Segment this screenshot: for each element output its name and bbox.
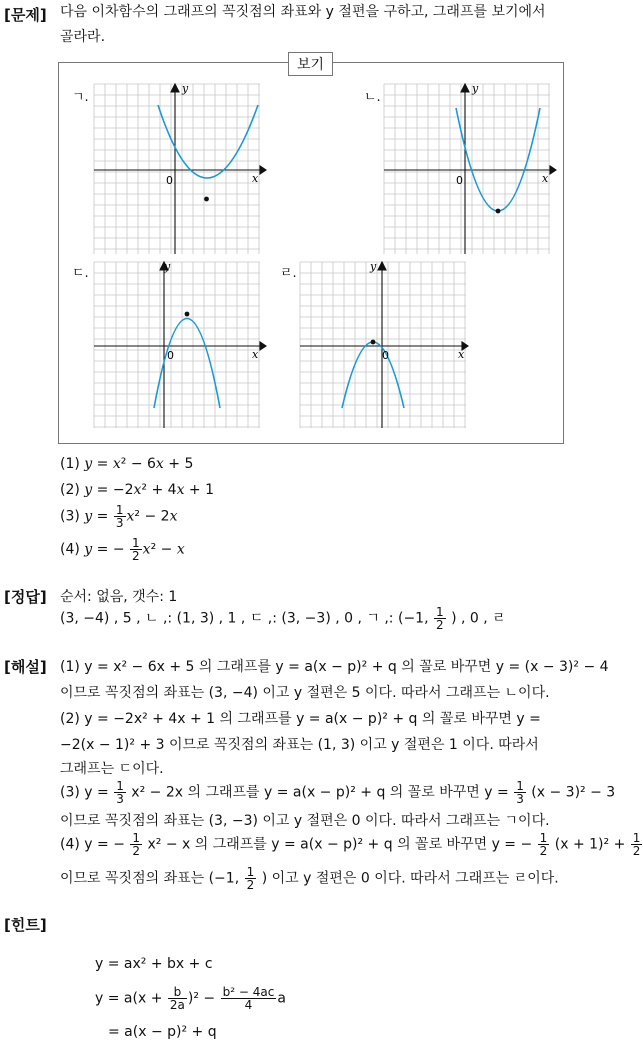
graph-3-axes (94, 262, 266, 428)
graph-label-3: ㄷ. (72, 266, 89, 281)
graph-3-origin: 0 (167, 349, 174, 362)
graph-label-4: ㄹ. (280, 266, 297, 281)
problem-text (60, 0, 590, 50)
graph-1-grid (94, 84, 260, 254)
explanation-3b: 이므로 꼭짓점의 좌표는 (3, −3) 이고 y 절편은 0 이다. 따라서 그래프는 ㄱ이다. (60, 813, 550, 829)
graph-4 (296, 258, 476, 434)
graph-1 (90, 80, 270, 258)
explanation-4a: (4) y = − $\frac{1}{2}$ x² − x 의 그래프를 y = a(x − p)² + q 의 꼴로 바꾸면 y = − $\frac{1}{2}$ (x + 1)² + $\frac{1}{2}$ (60, 831, 641, 858)
answer-line-1: 순서: 없음, 갯수: 1 (60, 589, 178, 605)
explanation-4b: 이므로 꼭짓점의 좌표는 (−1, $\frac{1}{2}$ ) 이고 y 절편은 0 이다. 따라서 그래프는 ㄹ이다. (60, 865, 559, 892)
graph-4-x-label: x (458, 348, 465, 361)
explanation-tag: [해설] (4, 658, 47, 676)
problem-line-2: 골라라. (60, 29, 106, 45)
explanation-1a: (1) y = x² − 6x + 5 의 그래프를 y = a(x − p)² + q 의 꼴로 바꾸면 y = (x − 3)² − 4 (60, 659, 609, 675)
explanation-3a: (3) y = $\frac{1}{3}$ x² − 2x 의 그래프를 y = a(x − p)² + q 의 꼴로 바꾸면 y = $\frac{1}{3}$ (x − 3)² − 3 (60, 779, 616, 806)
graph-4-y-label: y (370, 260, 377, 273)
graph-label-1: ㄱ. (72, 90, 89, 105)
graph-2-x-label: x (542, 172, 549, 185)
answer-tag: [정답] (4, 588, 47, 606)
graph-1-x-label: x (252, 172, 259, 185)
question-1: (1) y = x² − 6x + 5 (60, 456, 194, 472)
graph-label-2: ㄴ. (364, 90, 381, 105)
graph-4-grid (300, 262, 466, 428)
graph-1-curve (158, 105, 258, 178)
graph-1-origin: 0 (166, 174, 173, 187)
explanation-2b: −2(x − 1)² + 3 이므로 꼭짓점의 좌표는 (1, 3) 이고 y 절편은 1 이다. 따라서 (60, 737, 539, 753)
graph-3-x-label: x (252, 348, 259, 361)
graph-4-curve (342, 342, 404, 408)
question-4: (4) y = − $\frac{1}{2}$ x² − x (60, 536, 185, 563)
question-3: (3) y = $\frac{1}{3}$ x² − 2x (60, 503, 178, 530)
hint-line-1: y = ax² + bx + c (95, 956, 213, 972)
graph-2-y-label: y (472, 82, 479, 95)
graph-4-vertex (371, 340, 376, 345)
explanation-1b: 이므로 꼭짓점의 좌표는 (3, −4) 이고 y 절편은 5 이다. 따라서 그래프는 ㄴ이다. (60, 685, 550, 701)
graph-1-vertex (204, 197, 209, 202)
problem-line-1: 다음 이차함수의 그래프의 꼭짓점의 좌표와 y 절편을 구하고, 그래프를 보기에서 (60, 4, 546, 20)
graph-2-axes (384, 84, 556, 254)
graph-3-vertex (185, 312, 190, 317)
example-box-label: 보기 (288, 52, 333, 76)
answer-line-2: (3, −4) , 5 , ㄴ ,: (1, 3) , 1 , ㄷ ,: (3, −3) , 0 , ㄱ ,: (−1, $\frac{1}{2}$ ) , 0 , ㄹ (60, 605, 506, 632)
graph-3-grid (94, 262, 260, 428)
graph-1-y-label: y (182, 82, 189, 95)
hint-line-2: y = a(x + $\frac{b}{2a}$ )² − $\frac{\text{b² − 4ac}}{4}$ a (95, 985, 286, 1012)
graph-4-origin: 0 (382, 349, 389, 362)
graph-1-axes (94, 84, 266, 254)
hint-tag: [힌트] (4, 916, 47, 934)
graph-2-origin: 0 (456, 174, 463, 187)
problem-tag: [문제] (4, 6, 47, 24)
graph-2-curve (456, 108, 540, 211)
hint-line-3: = a(x − p)² + q (108, 1024, 217, 1040)
question-2: (2) y = −2x² + 4x + 1 (60, 482, 215, 498)
explanation-2a: (2) y = −2x² + 4x + 1 의 그래프를 y = a(x − p)² + q 의 꼴로 바꾸면 y = (60, 711, 541, 727)
graph-2 (380, 80, 560, 258)
graph-2-vertex (496, 209, 501, 214)
graph-3 (90, 258, 270, 434)
graph-3-y-label: y (164, 260, 171, 273)
explanation-2c: 그래프는 ㄷ이다. (60, 761, 164, 777)
